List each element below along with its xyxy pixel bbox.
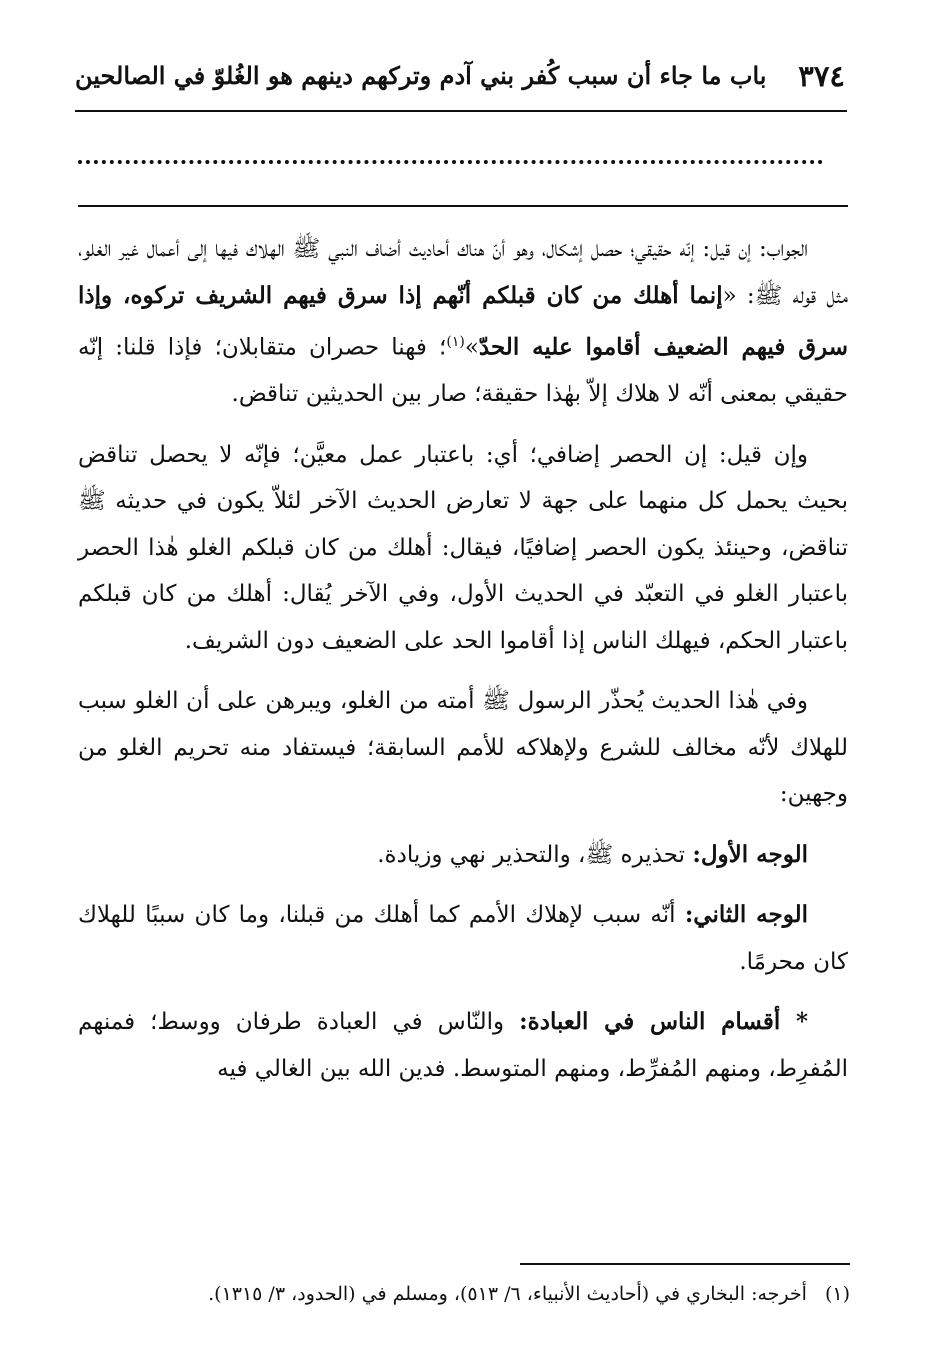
section-rule bbox=[78, 205, 848, 207]
running-title: باب ما جاء أن سبب كُفر بني آدم وتركهم دينهم هو الغُلوّ في الصالحين bbox=[75, 61, 767, 90]
footnote-number: (١) bbox=[824, 1283, 850, 1305]
paragraph-second-aspect: الوجه الثاني: أنّه سبب لإهلاك الأمم كما أهلك من قبلنا، وما كان سببًا للهلاك كان محرمًا. bbox=[78, 901, 848, 975]
paragraph-answer: الجواب: إن قيل: إنّه حقيقي؛ حصل إشكال، وهو أنّ هناك أحاديث أضاف النبي ﷺ الهلاك فيها إلى أعمال غير الغلو، مثل قوله ﷺ: «إنما أهلك من كان قبلكم أنّهم إذا سرق فيهم الشريف تركوه، وإذا سرق فيهم الضعيف أقاموا عليه الحدّ»$^{(١)}$؛ فهنا حصران متقابلان؛ فإذا قلنا: إنّه حقيقي بمعنى أنّه لا هلاك إلاّ بهٰذا حقيقة؛ صار بين الحديثين تناقض. bbox=[78, 236, 848, 408]
paragraph-first-aspect: الوجه الأول: تحذيره ﷺ، والتحذير نهي وزيادة. bbox=[377, 840, 808, 868]
page-header bbox=[75, 55, 845, 101]
footnote-text: أخرجه: البخاري في (أحاديث الأنبياء، ٦/ ٥١٣)، ومسلم في (الحدود، ٣/ ١٣١٥). bbox=[208, 1283, 807, 1305]
paragraph-types-of-people: * أقسام الناس في العبادة: والنّاس في العبادة طرفان ووسط؛ فمنهم المُفرِط، ومنهم المُفرِّط، ومنهم المتوسط. فدين الله بين الغالي فيه bbox=[78, 1008, 848, 1082]
header-rule bbox=[75, 110, 847, 112]
footnote bbox=[90, 1280, 850, 1308]
second-aspect-label: الوجه الثاني: bbox=[684, 901, 808, 929]
page-number: ٣٧٤ bbox=[798, 59, 845, 93]
first-aspect-label: الوجه الأول: bbox=[692, 840, 808, 868]
section-heading: * أقسام الناس في العبادة: bbox=[519, 1008, 808, 1036]
footnote-marker: (١) bbox=[446, 334, 465, 350]
dotted-separator bbox=[78, 160, 823, 164]
body-text bbox=[78, 226, 848, 1106]
paragraph-relative-restriction: وإن قيل: إن الحصر إضافي؛ أي: باعتبار عمل معيَّن؛ فإنّه لا يحصل تناقض بحيث يحمل كل منهما على جهة لا تعارض الحديث الآخر لئلاّ يكون في حديثه ﷺ تناقض، وحينئذ يكون الحصر إضافيًا، فيقال: أهلك من كان قبلكم الغلو هٰذا الحصر باعتبار الغلو في التعبّد في الحديث الأول، وفي الآخر يُقال: أهلك من كان قبلكم باعتبار الحكم، فيهلك الناس إذا أقاموا الحد على الضعيف دون الشريف. bbox=[78, 441, 848, 654]
paragraph-warning: وفي هٰذا الحديث يُحذّر الرسول ﷺ أمته من الغلو، ويبرهن على أن الغلو سبب للهلاك لأنّه مخالف للشرع ولإهلاكه للأمم السابقة؛ فيستفاد منه تحريم الغلو من وجهين: bbox=[78, 688, 848, 808]
hadith-quote: إنما أهلك من كان قبلكم أنّهم إذا سرق فيهم الشريف تركوه، وإذا سرق فيهم الضعيف أقاموا عليه الحدّ bbox=[78, 281, 848, 361]
footnote-rule bbox=[520, 1263, 850, 1265]
